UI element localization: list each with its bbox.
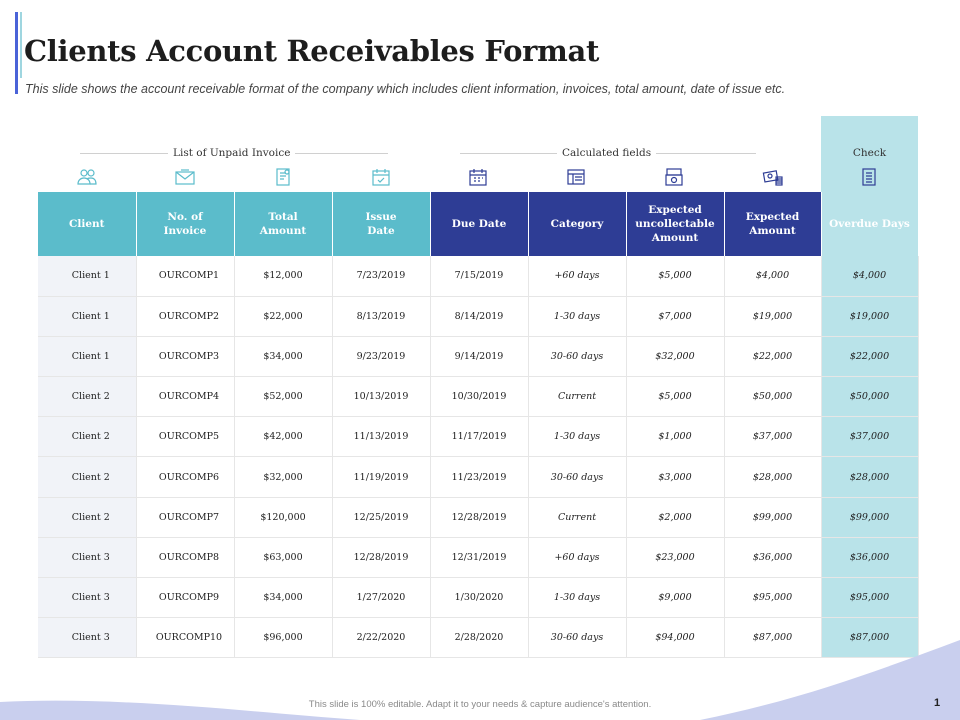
col-header: Expected Amount — [724, 192, 821, 256]
table-cell: OURCOMP10 — [136, 618, 234, 658]
table-cell: Current — [528, 497, 626, 537]
table-cell: OURCOMP4 — [136, 377, 234, 417]
table-cell: 12/31/2019 — [430, 537, 528, 577]
window-icon — [563, 166, 589, 188]
table-cell: 11/17/2019 — [430, 417, 528, 457]
table-cell: $50,000 — [821, 377, 918, 417]
table-row — [38, 417, 918, 457]
table-cell: $32,000 — [234, 457, 332, 497]
table-cell: $36,000 — [724, 537, 821, 577]
table-cell: $32,000 — [626, 336, 724, 376]
calendar-check-icon — [368, 166, 394, 188]
table-cell: $2,000 — [626, 497, 724, 537]
table-cell: 1/27/2020 — [332, 578, 430, 618]
unpaid-group-label: List of Unpaid Invoice — [168, 147, 295, 159]
table-cell: $52,000 — [234, 377, 332, 417]
table-cell: OURCOMP8 — [136, 537, 234, 577]
table-cell: Client 3 — [38, 618, 136, 658]
table-cell: $42,000 — [234, 417, 332, 457]
table-cell: 7/15/2019 — [430, 256, 528, 296]
table-cell: 9/14/2019 — [430, 336, 528, 376]
col-header: Expected uncollectable Amount — [626, 192, 724, 256]
table-cell: 1-30 days — [528, 578, 626, 618]
table-body — [38, 256, 918, 658]
table-cell: $22,000 — [821, 336, 918, 376]
register-icon — [661, 166, 687, 188]
table-cell: $19,000 — [821, 296, 918, 336]
table-row — [38, 537, 918, 577]
table-cell: $96,000 — [234, 618, 332, 658]
table-cell: 12/28/2019 — [430, 497, 528, 537]
table-cell: 8/14/2019 — [430, 296, 528, 336]
table-cell: OURCOMP7 — [136, 497, 234, 537]
table-cell: Client 3 — [38, 578, 136, 618]
clipboard-icon — [856, 166, 882, 188]
slide-subtitle: This slide shows the account receivable format of the company which includes client information, invoices, total amount, date of issue etc. — [25, 82, 786, 96]
table-cell: $4,000 — [821, 256, 918, 296]
table-cell: 1/30/2020 — [430, 578, 528, 618]
table-cell: Client 1 — [38, 336, 136, 376]
table-cell: $23,000 — [626, 537, 724, 577]
table-cell: 1-30 days — [528, 296, 626, 336]
table-cell: $94,000 — [626, 618, 724, 658]
table-cell: 1-30 days — [528, 417, 626, 457]
table-row — [38, 578, 918, 618]
table-cell: $37,000 — [821, 417, 918, 457]
table-cell: $3,000 — [626, 457, 724, 497]
table-row — [38, 457, 918, 497]
table-cell: Client 2 — [38, 457, 136, 497]
table-cell: $4,000 — [724, 256, 821, 296]
table-cell: $87,000 — [724, 618, 821, 658]
table-cell: 10/13/2019 — [332, 377, 430, 417]
table-cell: $28,000 — [821, 457, 918, 497]
table-cell: $63,000 — [234, 537, 332, 577]
table-cell: OURCOMP5 — [136, 417, 234, 457]
table-cell: Client 2 — [38, 377, 136, 417]
envelope-icon — [172, 166, 198, 188]
table-cell: 30-60 days — [528, 336, 626, 376]
table-cell: 2/22/2020 — [332, 618, 430, 658]
col-header: Issue Date — [332, 192, 430, 256]
table-cell: $34,000 — [234, 578, 332, 618]
table-cell: Client 3 — [38, 537, 136, 577]
table-cell: $37,000 — [724, 417, 821, 457]
table-cell: +60 days — [528, 537, 626, 577]
table-header-row — [38, 192, 918, 256]
table-cell: $50,000 — [724, 377, 821, 417]
table-cell: 12/25/2019 — [332, 497, 430, 537]
table-cell: Client 1 — [38, 296, 136, 336]
slide-title: Clients Account Receivables Format — [24, 34, 600, 68]
table-cell: $22,000 — [724, 336, 821, 376]
table-row — [38, 336, 918, 376]
table-cell: $99,000 — [724, 497, 821, 537]
table-cell: 10/30/2019 — [430, 377, 528, 417]
table-cell: 12/28/2019 — [332, 537, 430, 577]
table-cell: Client 2 — [38, 497, 136, 537]
table-cell: 30-60 days — [528, 457, 626, 497]
title-accent-bar-secondary — [20, 12, 22, 78]
table-cell: $36,000 — [821, 537, 918, 577]
table-cell: $120,000 — [234, 497, 332, 537]
table-row — [38, 256, 918, 296]
table-cell: OURCOMP3 — [136, 336, 234, 376]
table-cell: $9,000 — [626, 578, 724, 618]
table-cell: OURCOMP6 — [136, 457, 234, 497]
page-number: 1 — [934, 697, 941, 709]
table-cell: +60 days — [528, 256, 626, 296]
table-cell: $95,000 — [724, 578, 821, 618]
check-group-label: Check — [852, 147, 887, 159]
table-cell: Client 2 — [38, 417, 136, 457]
table-cell: $5,000 — [626, 377, 724, 417]
table-cell: OURCOMP2 — [136, 296, 234, 336]
table-cell: $19,000 — [724, 296, 821, 336]
table-cell: OURCOMP9 — [136, 578, 234, 618]
title-accent-bar — [15, 12, 18, 94]
col-header: Category — [528, 192, 626, 256]
money-icon — [760, 166, 786, 188]
users-icon — [74, 166, 100, 188]
col-header: Overdue Days — [821, 192, 918, 256]
table-row — [38, 296, 918, 336]
table-cell: 8/13/2019 — [332, 296, 430, 336]
col-header: Total Amount — [234, 192, 332, 256]
receivables-table — [38, 192, 919, 658]
document-icon — [270, 166, 296, 188]
table-cell: $7,000 — [626, 296, 724, 336]
table-cell: 7/23/2019 — [332, 256, 430, 296]
table-cell: 9/23/2019 — [332, 336, 430, 376]
table-row — [38, 377, 918, 417]
table-cell: Current — [528, 377, 626, 417]
table-cell: 11/13/2019 — [332, 417, 430, 457]
table-cell: $99,000 — [821, 497, 918, 537]
table-cell: $87,000 — [821, 618, 918, 658]
table-cell: 2/28/2020 — [430, 618, 528, 658]
calendar-icon — [465, 166, 491, 188]
footer-text: This slide is 100% editable. Adapt it to your needs & capture audience's attention. — [308, 699, 652, 710]
table-cell: 11/23/2019 — [430, 457, 528, 497]
table-cell: OURCOMP1 — [136, 256, 234, 296]
table-cell: $1,000 — [626, 417, 724, 457]
col-header: No. of Invoice — [136, 192, 234, 256]
table-cell: $95,000 — [821, 578, 918, 618]
col-header: Due Date — [430, 192, 528, 256]
table-cell: 11/19/2019 — [332, 457, 430, 497]
col-header: Client — [38, 192, 136, 256]
table-row — [38, 497, 918, 537]
table-cell: $5,000 — [626, 256, 724, 296]
table-cell: $22,000 — [234, 296, 332, 336]
table-cell: $28,000 — [724, 457, 821, 497]
table-cell: $12,000 — [234, 256, 332, 296]
calculated-group-label: Calculated fields — [557, 147, 656, 159]
table-cell: Client 1 — [38, 256, 136, 296]
table-cell: 30-60 days — [528, 618, 626, 658]
table-cell: $34,000 — [234, 336, 332, 376]
